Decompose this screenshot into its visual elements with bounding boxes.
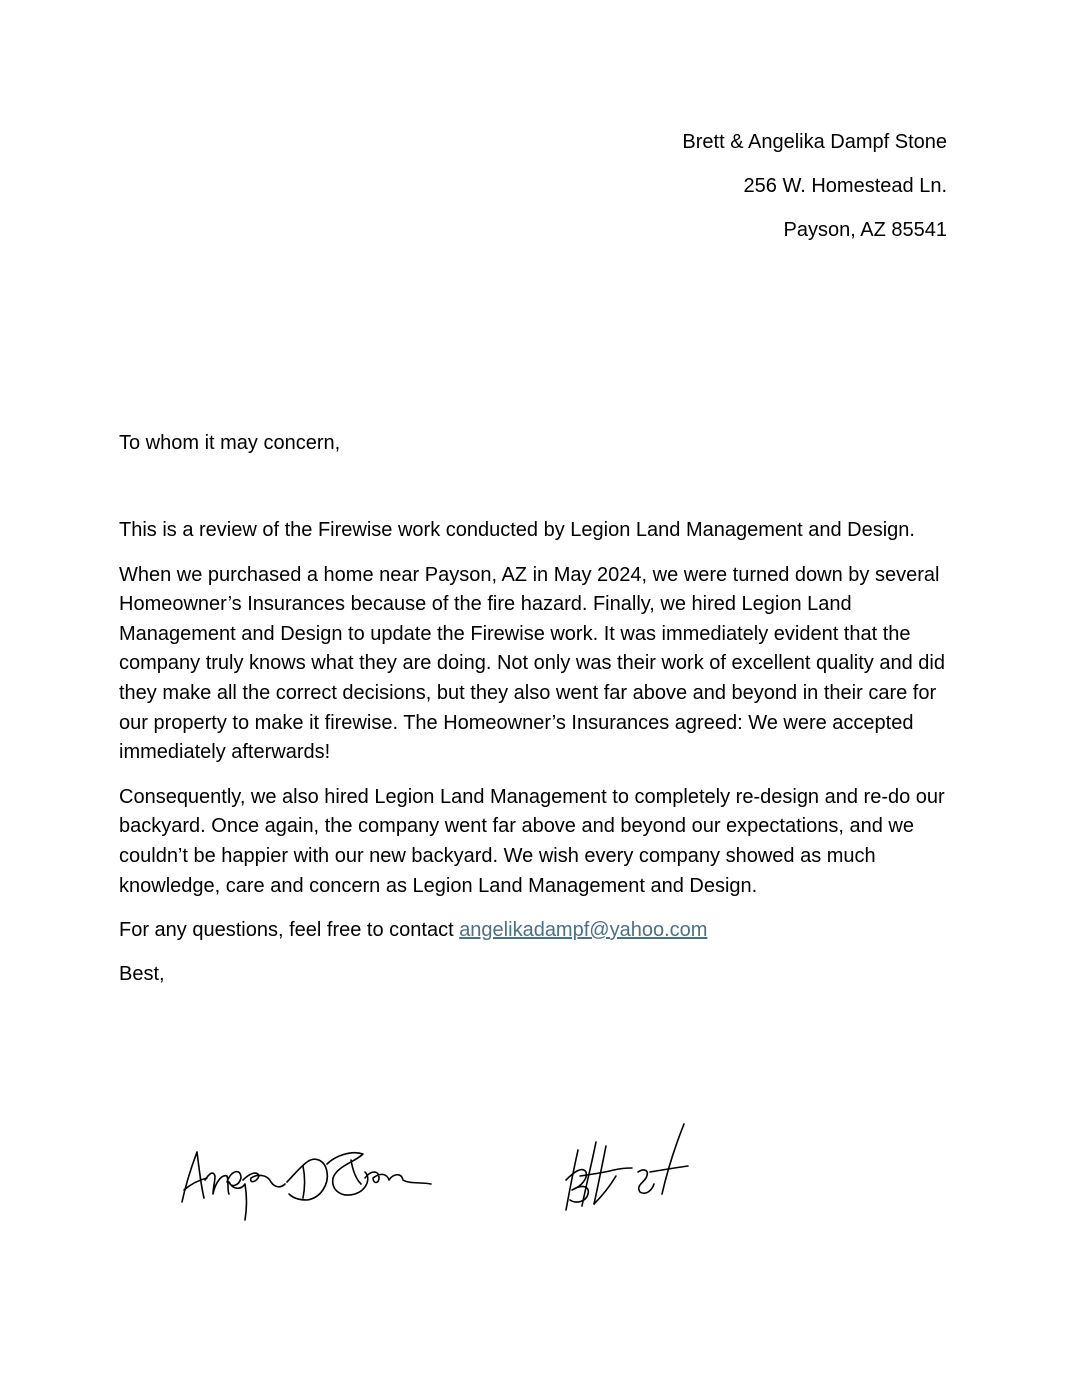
salutation: To whom it may concern, — [119, 432, 341, 454]
contact-email-link[interactable]: angelikadampf@yahoo.com — [459, 919, 708, 942]
closing: Best, — [119, 962, 165, 985]
signature-angelika-drawing — [175, 1138, 440, 1228]
paragraph-backyard: Consequently, we also hired Legion Land Management to completely re-design and re-do our backyard. Once again, the company went far above and beyond our expectations, and we couldn’t be happier with our new backyard. We wish every company showed as much knowledge, care and concern as Legion Land Management and Design. — [119, 785, 945, 897]
sender-city: Payson, AZ 85541 — [783, 219, 947, 241]
signature-brett-drawing — [558, 1120, 693, 1218]
sender-name: Brett & Angelika Dampf Stone — [682, 131, 947, 153]
sender-address-block — [682, 120, 947, 252]
contact-line — [119, 916, 949, 946]
contact-prefix: For any questions, feel free to contact — [119, 919, 460, 942]
signature-brett — [558, 1120, 693, 1218]
signature-angelika — [175, 1138, 440, 1228]
paragraph-intro: This is a review of the Firewise work conducted by Legion Land Management and Design. — [119, 519, 915, 541]
letter-body — [119, 516, 949, 1004]
paragraph-firewise: When we purchased a home near Payson, AZ in May 2024, we were turned down by several Homeowner’s Insurances because of the fire hazard. Finally, we hired Legion Land Management and Design to update the Firewise work. It was immediately evident that the company truly knows what they are doing. Not only was their work of excellent quality and did they make all the correct decisions, but they also went far above and beyond in their care for our property to make it firewise. The Homeowner’s Insurances agreed: We were accepted immediately afterwards! — [119, 563, 945, 764]
sender-street: 256 W. Homestead Ln. — [743, 175, 947, 197]
